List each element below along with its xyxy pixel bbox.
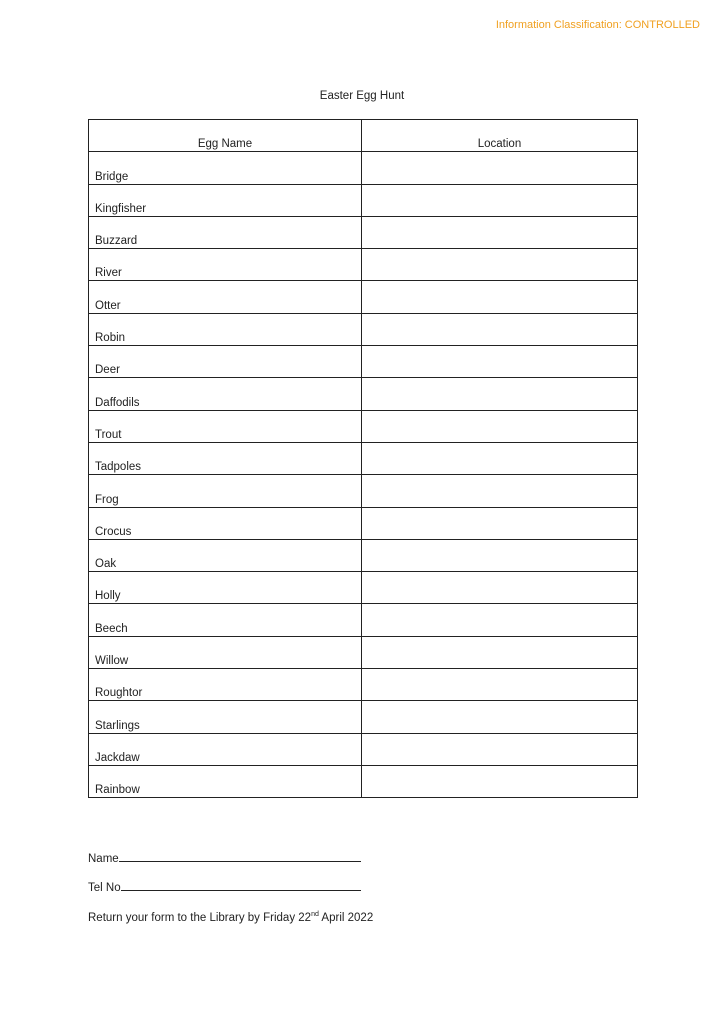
location-cell[interactable]: [362, 604, 638, 636]
egg-name-cell: Rainbow: [89, 765, 362, 797]
table-row: [89, 701, 638, 733]
egg-name-cell: Crocus: [89, 507, 362, 539]
egg-hunt-table: [88, 119, 638, 798]
egg-name-cell: Bridge: [89, 152, 362, 184]
egg-name-cell: Daffodils: [89, 378, 362, 410]
egg-name-cell: Buzzard: [89, 216, 362, 248]
tel-field[interactable]: [88, 880, 361, 894]
location-cell[interactable]: [362, 636, 638, 668]
egg-name-cell: River: [89, 249, 362, 281]
table-row: [89, 410, 638, 442]
table-row: [89, 636, 638, 668]
location-cell[interactable]: [362, 733, 638, 765]
location-cell[interactable]: [362, 313, 638, 345]
location-cell[interactable]: [362, 572, 638, 604]
page-title: Easter Egg Hunt: [319, 90, 405, 102]
table-row: [89, 442, 638, 474]
egg-name-cell: Kingfisher: [89, 184, 362, 216]
location-cell[interactable]: [362, 152, 638, 184]
table-row: [89, 281, 638, 313]
egg-name-cell: Otter: [89, 281, 362, 313]
table-header-row: [89, 120, 638, 152]
location-cell[interactable]: [362, 346, 638, 378]
table-row: [89, 216, 638, 248]
egg-name-cell: Willow: [89, 636, 362, 668]
name-label: Name: [88, 853, 119, 865]
egg-name-cell: Trout: [89, 410, 362, 442]
egg-name-cell: Frog: [89, 475, 362, 507]
egg-name-cell: Roughtor: [89, 669, 362, 701]
location-cell[interactable]: [362, 539, 638, 571]
table-row: [89, 152, 638, 184]
location-cell[interactable]: [362, 216, 638, 248]
egg-name-cell: Jackdaw: [89, 733, 362, 765]
location-cell[interactable]: [362, 507, 638, 539]
table-row: [89, 313, 638, 345]
location-cell[interactable]: [362, 378, 638, 410]
table-row: [89, 184, 638, 216]
column-header-egg-name: Egg Name: [89, 120, 362, 152]
location-cell[interactable]: [362, 184, 638, 216]
egg-name-cell: Starlings: [89, 701, 362, 733]
return-text-tail: April 2022: [318, 912, 374, 924]
table-row: [89, 572, 638, 604]
table-row: [89, 669, 638, 701]
location-cell[interactable]: [362, 442, 638, 474]
tel-label: Tel No: [88, 882, 121, 894]
location-cell[interactable]: [362, 669, 638, 701]
return-date-suffix: nd: [311, 911, 319, 919]
name-input-line[interactable]: [119, 851, 361, 862]
location-cell[interactable]: [362, 475, 638, 507]
table-row: [89, 765, 638, 797]
egg-name-cell: Holly: [89, 572, 362, 604]
table-row: [89, 604, 638, 636]
egg-name-cell: Robin: [89, 313, 362, 345]
table-row: [89, 249, 638, 281]
location-cell[interactable]: [362, 701, 638, 733]
name-field[interactable]: [88, 851, 361, 865]
return-text: Return your form to the Library by Friday 22: [88, 912, 312, 924]
table-row: [89, 507, 638, 539]
table-row: [89, 733, 638, 765]
table-row: [89, 475, 638, 507]
egg-name-cell: Tadpoles: [89, 442, 362, 474]
return-instructions: [88, 912, 373, 924]
egg-name-cell: Beech: [89, 604, 362, 636]
location-cell[interactable]: [362, 765, 638, 797]
table-row: [89, 346, 638, 378]
location-cell[interactable]: [362, 281, 638, 313]
table-row: [89, 378, 638, 410]
table-row: [89, 539, 638, 571]
location-cell[interactable]: [362, 410, 638, 442]
tel-input-line[interactable]: [121, 880, 361, 891]
classification-label: Information Classification: CONTROLLED: [495, 19, 700, 31]
egg-name-cell: Oak: [89, 539, 362, 571]
column-header-location: Location: [362, 120, 638, 152]
location-cell[interactable]: [362, 249, 638, 281]
egg-name-cell: Deer: [89, 346, 362, 378]
